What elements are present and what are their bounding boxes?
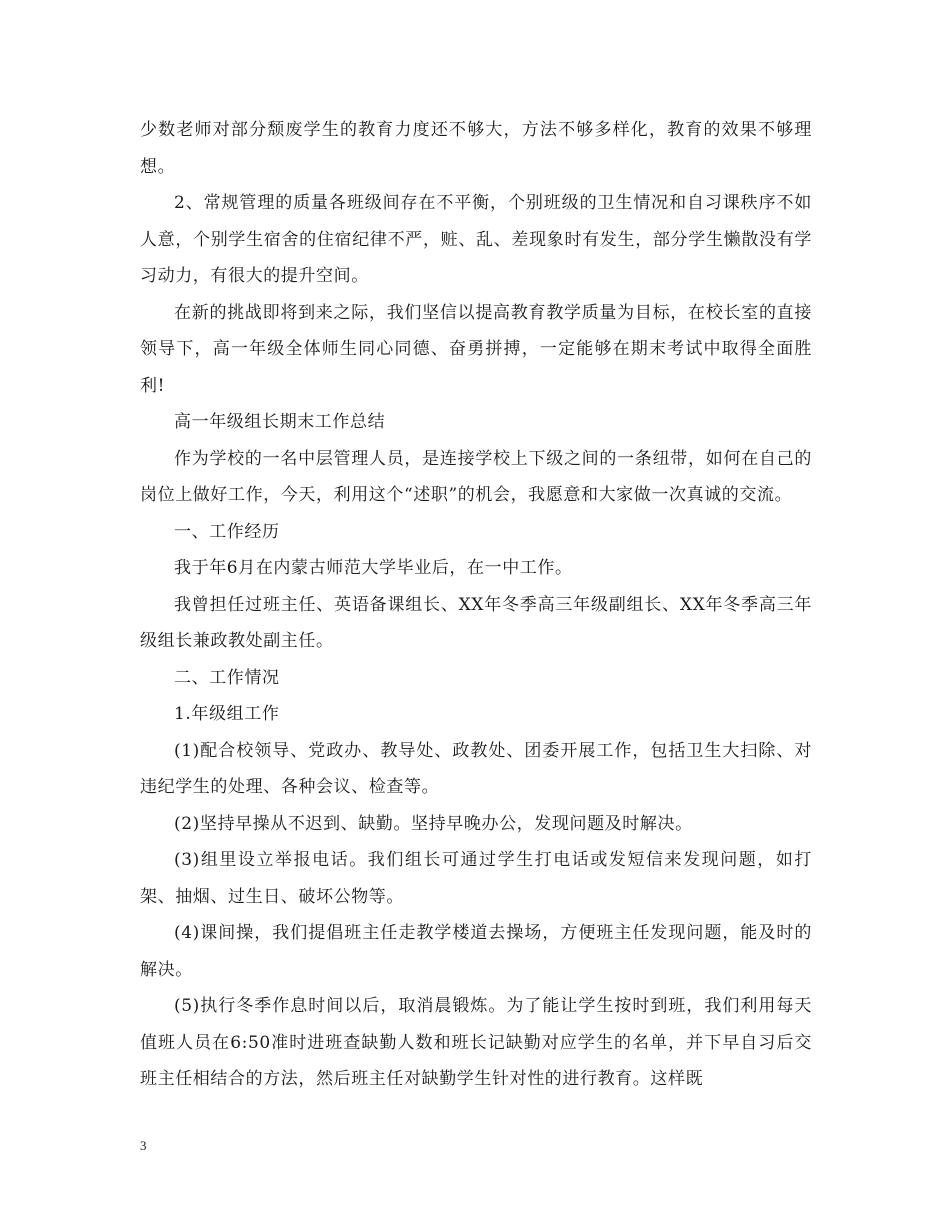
- paragraph-positions: 我曾担任过班主任、英语备课组长、XX年冬季高三年级副组长、XX年冬季高三年级组长兼政教处副主任。: [140, 594, 812, 651]
- list-item-2: (2)坚持早操从不迟到、缺勤。坚持早晚办公，发现问题及时解决。: [174, 813, 693, 834]
- section-title: 高一年级组长期末工作总结: [174, 412, 386, 432]
- page-body: [140, 112, 812, 1098]
- paragraph-continuation: 少数老师对部分颓废学生的教育力度还不够大，方法不够多样化，教育的效果不够理想。: [140, 120, 812, 177]
- list-item-1: (1)配合校领导、党政办、教导处、政教处、团委开展工作，包括卫生大扫除、对违纪学生的处理、各种会议、检查等。: [140, 740, 812, 797]
- heading-work-experience: 一、工作经历: [174, 521, 280, 542]
- heading-grade-group-work: 1.年级组工作: [174, 704, 280, 724]
- paragraph-graduation: 我于年6月在内蒙古师范大学毕业后，在一中工作。: [174, 558, 573, 578]
- paragraph-new-challenge: 在新的挑战即将到来之际，我们坚信以提高教育教学质量为目标，在校长室的直接领导下，高一年级全体师生同心同德、奋勇拼搏，一定能够在期末考试中取得全面胜利!: [140, 302, 812, 396]
- list-item-3: (3)组里设立举报电话。我们组长可通过学生打电话或发短信来发现问题，如打架、抽烟、过生日、破坏公物等。: [140, 850, 812, 907]
- paragraph-intro: 作为学校的一名中层管理人员，是连接学校上下级之间的一条纽带，如何在自己的岗位上做好工作，今天，利用这个“述职”的机会，我愿意和大家做一次真诚的交流。: [140, 448, 812, 505]
- paragraph-regular-management: 2、常规管理的质量各班级间存在不平衡，个别班级的卫生情况和自习课秩序不如人意，个别学生宿舍的住宿纪律不严，赃、乱、差现象时有发生，部分学生懒散没有学习动力，有很大的提升空间。: [140, 193, 812, 286]
- heading-work-situation: 二、工作情况: [174, 667, 280, 688]
- list-item-5: (5)执行冬季作息时间以后，取消晨锻炼。为了能让学生按时到班，我们利用每天值班人员在6:50准时进班查缺勤人数和班长记缺勤对应学生的名单，并下早自习后交班主任相结合的方法，然后班主任对缺勤学生针对性的进行教育。这样既: [140, 996, 812, 1089]
- page-number: 3: [140, 1138, 147, 1153]
- list-item-4: (4)课间操，我们提倡班主任走教学楼道去操场，方便班主任发现问题，能及时的解决。: [140, 923, 812, 980]
